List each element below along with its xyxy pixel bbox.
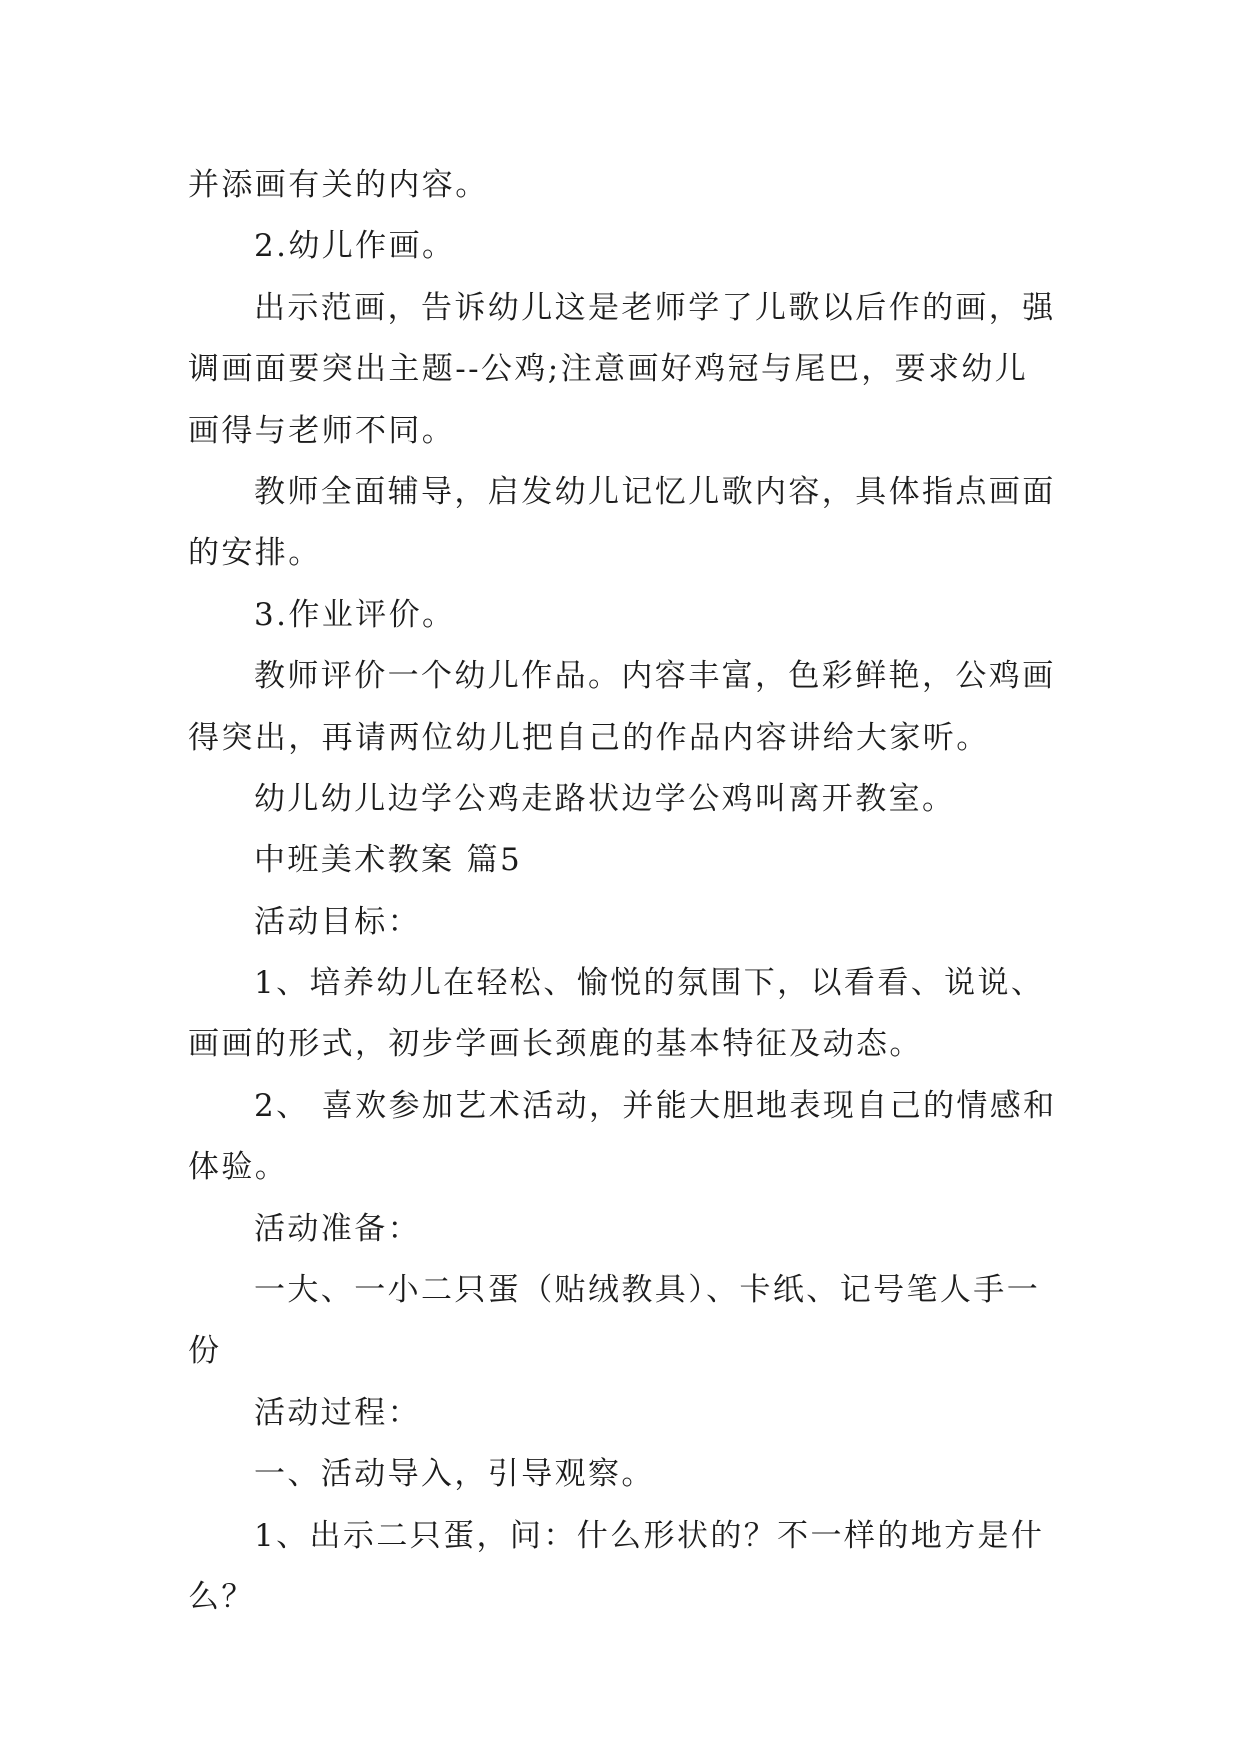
text-line: 调画面要突出主题--公鸡;注意画好鸡冠与尾巴，要求幼儿 [188, 351, 1029, 388]
text-line: 画得与老师不同。 [188, 412, 456, 449]
text-line: 活动过程： [254, 1394, 421, 1431]
text-line: 2.幼儿作画。 [254, 228, 456, 265]
text-line: 得突出，再请两位幼儿把自己的作品内容讲给大家听。 [188, 719, 990, 756]
text-line: 份 [188, 1333, 222, 1370]
text-line: 3.作业评价。 [254, 596, 456, 633]
section-heading: 中班美术教案 篇5 [254, 842, 523, 879]
text-line: 出示范画，告诉幼儿这是老师学了儿歌以后作的画，强 [254, 289, 1056, 326]
document-body [188, 155, 1057, 1628]
text-line: 教师评价一个幼儿作品。内容丰富，色彩鲜艳，公鸡画 [254, 658, 1056, 695]
text-line: 体验。 [188, 1149, 289, 1186]
text-line: 1、培养幼儿在轻松、愉悦的氛围下，以看看、说说、 [254, 965, 1045, 1002]
text-line: 活动准备： [254, 1210, 421, 1247]
text-line: 2、 喜欢参加艺术活动，并能大胆地表现自己的情感和 [254, 1087, 1057, 1124]
text-line: 幼儿幼儿边学公鸡走路状边学公鸡叫离开教室。 [254, 780, 956, 817]
text-line: 的安排。 [188, 535, 322, 572]
text-line: 活动目标： [254, 903, 421, 940]
text-line: 一、活动导入，引导观察。 [254, 1456, 655, 1493]
text-line: 画画的形式，初步学画长颈鹿的基本特征及动态。 [188, 1026, 923, 1063]
text-line: 教师全面辅导，启发幼儿记忆儿歌内容，具体指点画面 [254, 473, 1056, 510]
text-line: 一大、一小二只蛋（贴绒教具）、卡纸、记号笔人手一 [254, 1272, 1041, 1309]
text-line: 并添画有关的内容。 [188, 167, 489, 203]
text-line: 1、出示二只蛋，问：什么形状的？不一样的地方是什 [254, 1517, 1045, 1554]
text-line: 么？ [188, 1578, 255, 1615]
